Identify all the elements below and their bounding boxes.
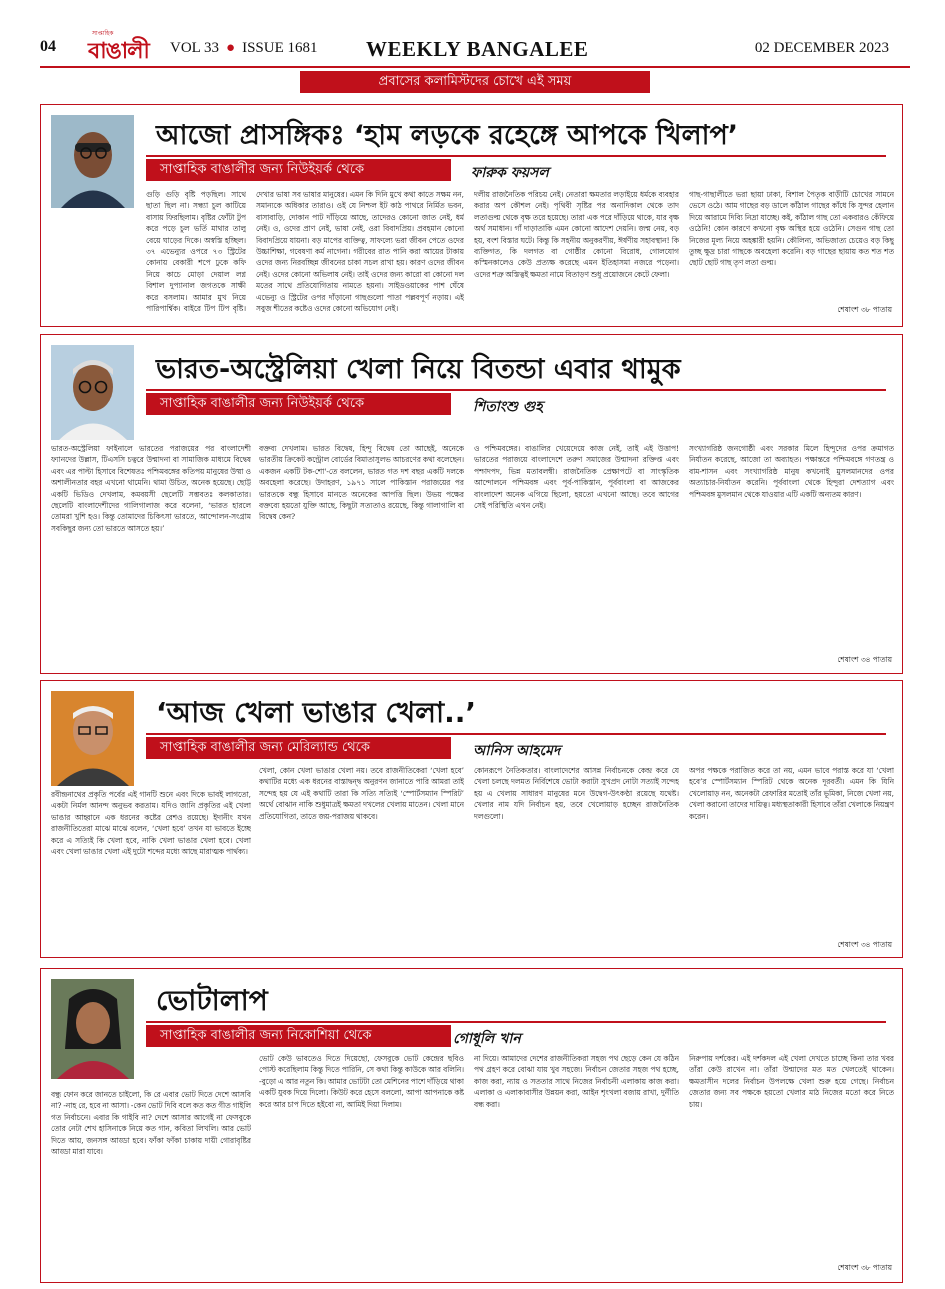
title-rule — [146, 1021, 886, 1023]
article-column: ভারত-অস্ট্রেলিয়া ফাইনালে ভারতের পরাজয়ের পর বাংলাদেশী ফ্যানদের উল্লাস, টিএসসি চত্বরে উন্মাদনা বা সামাজিক মাধ্যমে বিদ্বেষ এবং এর পাল্টা হিসাবে বিশেষতঃ পশ্চিমবঙ্গের কতিপয় মানুষের উষ্মা ও অশালীনতার বহর এখনো থামেনি। থামা উচিত, অনেক হয়েছে। ছোট্ট একটি ভিডিও দেখলাম, কমবয়সী ছেলেটি সম্ভবতঃ কলকাতার। ছেলেটি বাংলাদেশীদের গালিগালাজ করে বলেনা, ‘ভারত হারলে তোমরা খুশি হও। কিন্তু তোমাদের চিকিৎসা ভারতে, আন্দোলন-সংগ্রাম সবকিছুর জন্য তো ভারতে আসতে হয়।’ — [51, 444, 251, 533]
paper-name: WEEKLY BANGALEE — [366, 37, 589, 61]
title-rule — [146, 155, 886, 157]
volume: VOL 33 — [170, 40, 220, 56]
page-number: 04 — [40, 38, 56, 55]
article-subtitle: সাপ্তাহিক বাঙালীর জন্য মেরিল্যান্ড থেকে — [146, 737, 451, 759]
issue: ISSUE 1681 — [242, 40, 318, 56]
author-photo — [51, 691, 134, 786]
article-column: দেখার ভাষা সব ভাষার মানুষের। এমন কি দিনি মুখে কথা কাতে সক্ষম নন, সমান্যকে অধিকার তারাও। ওই যে নিশ্চল ইট কাঠ পাথরে নির্মিত ভবন, বাসাবাড়ি, দোকান পাট দাঁড়িয়ে আছে, তাদেরও কোনো জাত নেই, ধর্ম নেই। ও, ওদের প্রাণ নেই, ভাষা নেই, ওরা বিবাদপ্রিয়। প্রবহমান কোনো বিবাদপ্রিয়ে যায়না। বড় মাপের ব্যক্তিত্ব, সাফল্যে ভরা জীবন পেতে ওদের উচ্চাশিক্ষা, গবেষণা কর্ম নাগেনা। গরীবের রাত পানি করা আয়ের টাকায় ওদের জন্য নিরবচ্ছিন্ন জীবনের চাকা সচল রাখা হয়। কারণ ওদের জীবন নেই। ওদের কোনো অভিলাষ নেই। তাই ওদের জন্য কারো বা কোনো দল মতের সাথে প্রতিযোগিতায় নামতে হয়না। সাইডওয়াকের পাশ ঘেঁষে এভেন্যু ও স্ট্রিটের ওপর দাঁড়ানো গাছগুলো পাতা পল্লবপূর্ণ নড়ায়। এই সবুজ শীতের কষ্টেও ওদের কোনো অভিযোগ নেই। — [256, 190, 464, 314]
article-4 — [40, 968, 903, 1283]
logo-tagline: সাপ্তাহিক — [92, 31, 114, 37]
article-subtitle: সাপ্তাহিক বাঙালীর জন্য নিকোশিয়া থেকে — [146, 1025, 451, 1047]
article-column: গুড়ি গুড়ি বৃষ্টি পড়ছিল। সাথে ছাতা ছিল না। সন্ধ্যা চুল কাটিয়ে বাসায় ফিরছিলাম। বৃষ্টির ফোঁটা টুপ করে পড়ে চুল ভর্তি মাথার তালু বেয়ে ঘাড়ের দিকে। অস্বস্তি হচ্ছিল। ৩৭ এভেন্যুর ওপরে ৭৩ স্ট্রিটের কোনায় বেকারী শপে ঢুকে কফি নিয়ে কাচে মোড়া দেয়াল লগ্ন বিশাল দুপ্যানাল জগতকে সাক্ষী করে বসলাম। আমার মুখ নিয়ে পারিপার্শ্বিক। বাইরে টিপ টিপ বৃষ্টি। — [146, 190, 246, 314]
article-column: কোনরূপে নৈতিকতার। বাংলাদেশের আসন্ন নির্বাচনকে কেন্দ্র করে যে খেলা চলছে দলমত নির্বিশেষে ভোটা করাটা সুখপ্রদ নোটা সত্যাই সন্দেহ হয় এ খেলায় সাধারণ মানুষের মনে উদ্বেগ-উৎকণ্ঠা রয়েছে যথেষ্ট। খেলার নাম যদি নির্বাচন হয়, তবে খেলোয়াড় হচ্ছেন রাজনৈতিক দলগুলো। — [474, 766, 679, 821]
article-column: নিরুপায় দর্শকের। এই দর্শকদল এই খেলা দেখতে চাচ্ছে কিনা তার খবর তাঁরা কেউ রাখেন না। তাঁরা উন্মাদের মত মত খেলতেই থাকেন। ক্ষমতাসীন দলের নির্বাচন উপলক্ষে খেলা শুরু হয়ে গেছে। নির্বাচন জেতার জন্য সব পক্ষকে হয়তো খেলার মাঠ নিজের মতো করে নিতে চায়। — [689, 1054, 894, 1109]
article-column: বক্তব্য দেখলাম। ভারত বিদ্বেষ, হিন্দু বিদ্বেষ তো আছেই, অনেকে ভারতীয় ক্রিকেট কন্ট্রোল বোর্ডের বিমাতাসুলভ আচরণের কথা বলেছেন। একজন একটি টক-শো'-তে বললেন, ভারত গত দশ বছর একটি দলকে অবহেলা করেছে। উদাহরণ, ১৯৭১ সালে পাকিস্তান পরাজয়ের পর ভারতকে বন্ধু হিসাবে মানতে অনেকের আপত্তি ছিল। উভয় পক্ষের বক্তব্যে হয়তো যুক্তি আছে, কিছুটা সত্যতাও রয়েছে, কিন্তু গালাগালি বা বিদ্বেষ কেন? — [259, 444, 464, 522]
article-column: গাছ-গাছালীতে ভরা ছায়া ঢাকা, বিশাল পৈতৃক বাড়ীটি চোখের সামনে ভেসে ওঠে। আম গাছের বড় ডালে কাঁঠাল গাছের কাঁধে কি সুন্দর হেলান দিয়ে আরামে দিব্যি নিদ্রা যাচ্ছে। কই, কাঁঠাল গাছ তো একবারও কেঁফিয়ে ওঠেনি! কোন কারণে কখনো বৃক্ষ অস্থির হয়ে ওঠেনি। সেগুন গাছ তো নিজের মূল্য নিয়ে অহঙ্কারী হয়নি। কৌলিন্য, অভিজাত্য চেয়েও বড় কিছু তুচ্ছ ক্ষুদ্র চারা গাছকে অবহেলা করেনি। বড় গাছের ছায়ায় কত শত শত ছোট ছোট গাছ তৃণ লতা গুল্ম। — [689, 190, 894, 268]
article-column: অপর পক্ষকে পরাজিত করে তা নয়, এমন ভাবে পরাস্ত করে যা ‘খেলা হবে’র স্পোর্টসম্যান স্পিরিট থেকে অনেক দূরবর্তী। এমন কি যিনি খেলোয়াড় নন, অনেকটা রেফারির মতোই তাঁর ভূমিকা, নিজে খেলা নয়, খেলা করানো তাদের দায়িত্ব। মধ্যস্থতাকারী হিসাবে তাঁরা খেলাকে নিয়ন্ত্রণ করেন। — [689, 766, 894, 821]
continuation-note: শেষাংশ ৩৪ পাতায় — [837, 940, 892, 949]
continuation-note: শেষাংশ ৩৮ পাতায় — [837, 305, 892, 314]
article-subtitle: সাপ্তাহিক বাঙালীর জন্য নিউইয়র্ক থেকে — [146, 159, 451, 181]
article-column: রবীন্দ্রনাথের প্রকৃতি পর্বের এই গানটি শুনে এবং দিকে ভাবই লাগতো, একটা নির্মল আনন্দ অনুভব করতাম। যদিও জানি প্রকৃতির এই খেলা ভাঙার আহ্বানে এক ধরনের কষ্টের রেশও রয়েছে। ইদানীং যখন রাজনীতিতেরা মাঝে মাঝে বলেন, ‘খেলা হবে’ তখন যা ভাবতে ইচ্ছে করে এ সত্যিই কি খেলা হবে, নাকি খেলা ভাঙার খেলা হবে। খেলা এবং খেলা ভাঙার খেলা এই দুটো শব্দের মধ্যে আছে মারাত্মক পার্থক্য। — [51, 790, 251, 857]
continuation-note: শেষাংশ ৩৮ পাতায় — [837, 1263, 892, 1272]
article-column: ভোট কেউ ভাবতেও দিতে দিয়েছো, ফেসবুকে ভোট কেন্দ্রের ছবিও পোস্ট করেছিলাম কিন্তু দিতে পারিনি, সে কথা কিন্তু কাউকে আর বলিনি। -বুড়ো এ আর নতুন কি। আমার ভোটটা তো মেশিনের পাশে দাঁড়িয়ে থাকা একটি যুবক দিয়ে দিলো। কিউট করে হেসে বললো, আপা আপনাকে কষ্ট করে আর চাপ দিতে হইবো না, আমিই দিয়া দিলাম। — [259, 1054, 464, 1109]
issue-date: 02 DECEMBER 2023 — [754, 40, 889, 56]
bangalee-logo — [82, 28, 154, 62]
header-rule — [40, 66, 910, 68]
article-author: শিতাংশু গুহ — [473, 399, 543, 415]
article-author: ফারুক ফয়সল — [471, 165, 549, 181]
author-photo — [51, 979, 134, 1079]
article-title: আজো প্রাসঙ্গিকঃ ‘হাম লড়কে রহেঙ্গে আপকে খিলাপ’ — [156, 120, 739, 151]
continuation-note: শেষাংশ ৩৪ পাতায় — [837, 655, 892, 664]
article-title: ভোটালাপ — [156, 984, 268, 1017]
article-title: ‘আজ খেলা ভাঙার খেলা..’ — [156, 696, 477, 729]
article-column: ও পশ্চিমবঙ্গের। বাঙালির খেয়েদেয়ে কাজ নেই, তাই এই উত্তাপ! ভারতের পরাজয়ে বাংলাদেশে তরুণ সমাজের উন্মাদনা রক্তিপ্ত এবং পশ্চাদপদ, ভিন্ন মতাবলম্বী। রাজনৈতিক প্রেক্ষাপটে বা সাংস্কৃতিক আন্দোলনে পশ্চিমবঙ্গ এবং পূর্ব-পাকিস্তান, পূর্ববাংলা বা আজকের বাংলাদেশ অনেক এগিয়ে ছিলো, হয়তো এখনো আছে। তবে আগের সেই পরিস্থিতি এখন নেই। — [474, 444, 679, 511]
article-column: সংখ্যাগরিষ্ঠ জনগোষ্ঠী এবং সরকার মিলে হিন্দুদের ওপর ক্রমাগত নির্যাতন করেছে, আজো তা অব্যাহত। পক্ষান্তরে পশ্চিমবঙ্গে গণতন্ত্র ও বাম-শাসন এবং সংখ্যাগরিষ্ঠ মানুষ কখনোই মুসলমানদের ওপর অত্যাচার-নির্যাতন করেনি। পূর্ববাংলা থেকে হিন্দুরা দেশত্যাগ এবং পশ্চিমবঙ্গ মুসলমান থেকে যাওয়ার এটি একটি অন্যতম কারণ। — [689, 444, 894, 499]
article-3 — [40, 680, 903, 958]
article-1 — [40, 104, 903, 327]
article-column: বন্ধু ফোন করে জানতে চাইলো, কি রে এবার ভোট দিতে দেশে আসবি না? -নাহ রে, হবে না আসা। -কেন ভোট দিবি বলে কত কত গীত গাইলি গত নির্বাচনে। এবার কি গাইবি না? দেশে আসার আগেই না ফেসবুকে তোর নেটা শেখ হাসিনাকে নিয়ে কত গান, কবিতা লিখলি। আর ভোট দিতে আয়, জনসঙ্গ আড্ডা হবে। ফাঁকা ফাঁকা চাকায় দায়ী গোরাবৃষ্টির আড্ডা মারা যাবে। — [51, 1090, 251, 1157]
title-rule — [146, 389, 886, 391]
article-author: গোধূলি খান — [453, 1031, 521, 1047]
article-column: না দিয়ে। আমাদের দেশের রাজনীতিকরা সহজ পথ ছেড়ে কেন যে কঠিন পথ গ্রহণ করে বোঝা যায় খুব সহজে। নির্বাচন জেতার সহজ পথ হচ্ছে, কাজ করা, ন্যায় ও সততার সাথে নিজের নির্বাচনী এলাকায় কাজ করা। এলাকা ও এলাকাবাসীর উন্নয়ন করা, আইন শৃংখলা বজায় রাখা, দুর্নীতি বন্ধ করা। — [474, 1054, 679, 1109]
article-column: খেলা, কোন খেলা ভাঙার খেলা নয়। তবে রাজনীতিকেরা ‘খেলা হবে’ কথাটির মধ্যে এক ধরনের বাস্তাদ্বন্দ্ব অনুরণন জানাতে পারি আমরা তাই সন্দেহ হয় যে এই কথাটি তারা কি সত্যি সত্যিই ‘স্পোর্টসম্যান স্পিরিট’ অর্থে বোঝান নাকি শুধুমাত্রই ক্ষমতা দখলের খেলায় মাতেন। খেলা মানে প্রতিযোগিতা, তাতে জয়-পরাজয় থাকবে। — [259, 766, 464, 821]
masthead — [0, 28, 945, 66]
article-title: ভারত-অস্ট্রেলিয়া খেলা নিয়ে বিতন্ডা এবার থামুক — [156, 354, 681, 385]
article-author: আনিস আহমেদ — [473, 743, 561, 759]
volume-issue — [170, 40, 318, 57]
bullet-icon: ● — [226, 40, 236, 56]
title-rule — [146, 733, 886, 735]
article-subtitle: সাপ্তাহিক বাঙালীর জন্য নিউইয়র্ক থেকে — [146, 393, 451, 415]
author-photo — [51, 115, 134, 208]
section-banner: প্রবাসের কলামিস্টদের চোখে এই সময় — [300, 71, 650, 93]
article-column: দলীয় রাজনৈতিক পরিচয় নেই। নেতারা ক্ষমতার লড়াইয়ে ধর্মকে ব্যবহার করার অপ কৌশল নেই। পৃথিবী সৃষ্টির পর অনাদিকাল থেকে তাদ লতাগুল্ম থেকে বৃক্ষ তরে হয়েছে। তারা এক পরে দাঁড়িয়ে থাকে, যার বৃক্ষ অর্থ সমাধান। গাঁ দাড়াতাকি এমন কোনো আদেশ দেয়নি। জন্ম নেয়, বড় হয়, বংশ বিস্তার ঘটে। কিন্তু কি সহনীয় অনুকরণীয়, ঈর্ষণীয় সহাবস্থান! কি ব্যক্তিগত, কি দলগত বা গোষ্ঠীর কোনো বিরোধ, গোলযোগ কস্মিনকালেও কেউ প্রত্যক্ষ করেছে এমন ইতিহাসমা নজরে পড়েনা। ওদের শত্রু অস্তিত্বই ক্ষমতা নামে বিতাড়ণ শুধু প্রয়োজনে কেটে ফেলা। — [474, 190, 679, 279]
author-photo — [51, 345, 134, 440]
article-2 — [40, 334, 903, 674]
logo-mark: বাঙালী — [88, 39, 149, 64]
